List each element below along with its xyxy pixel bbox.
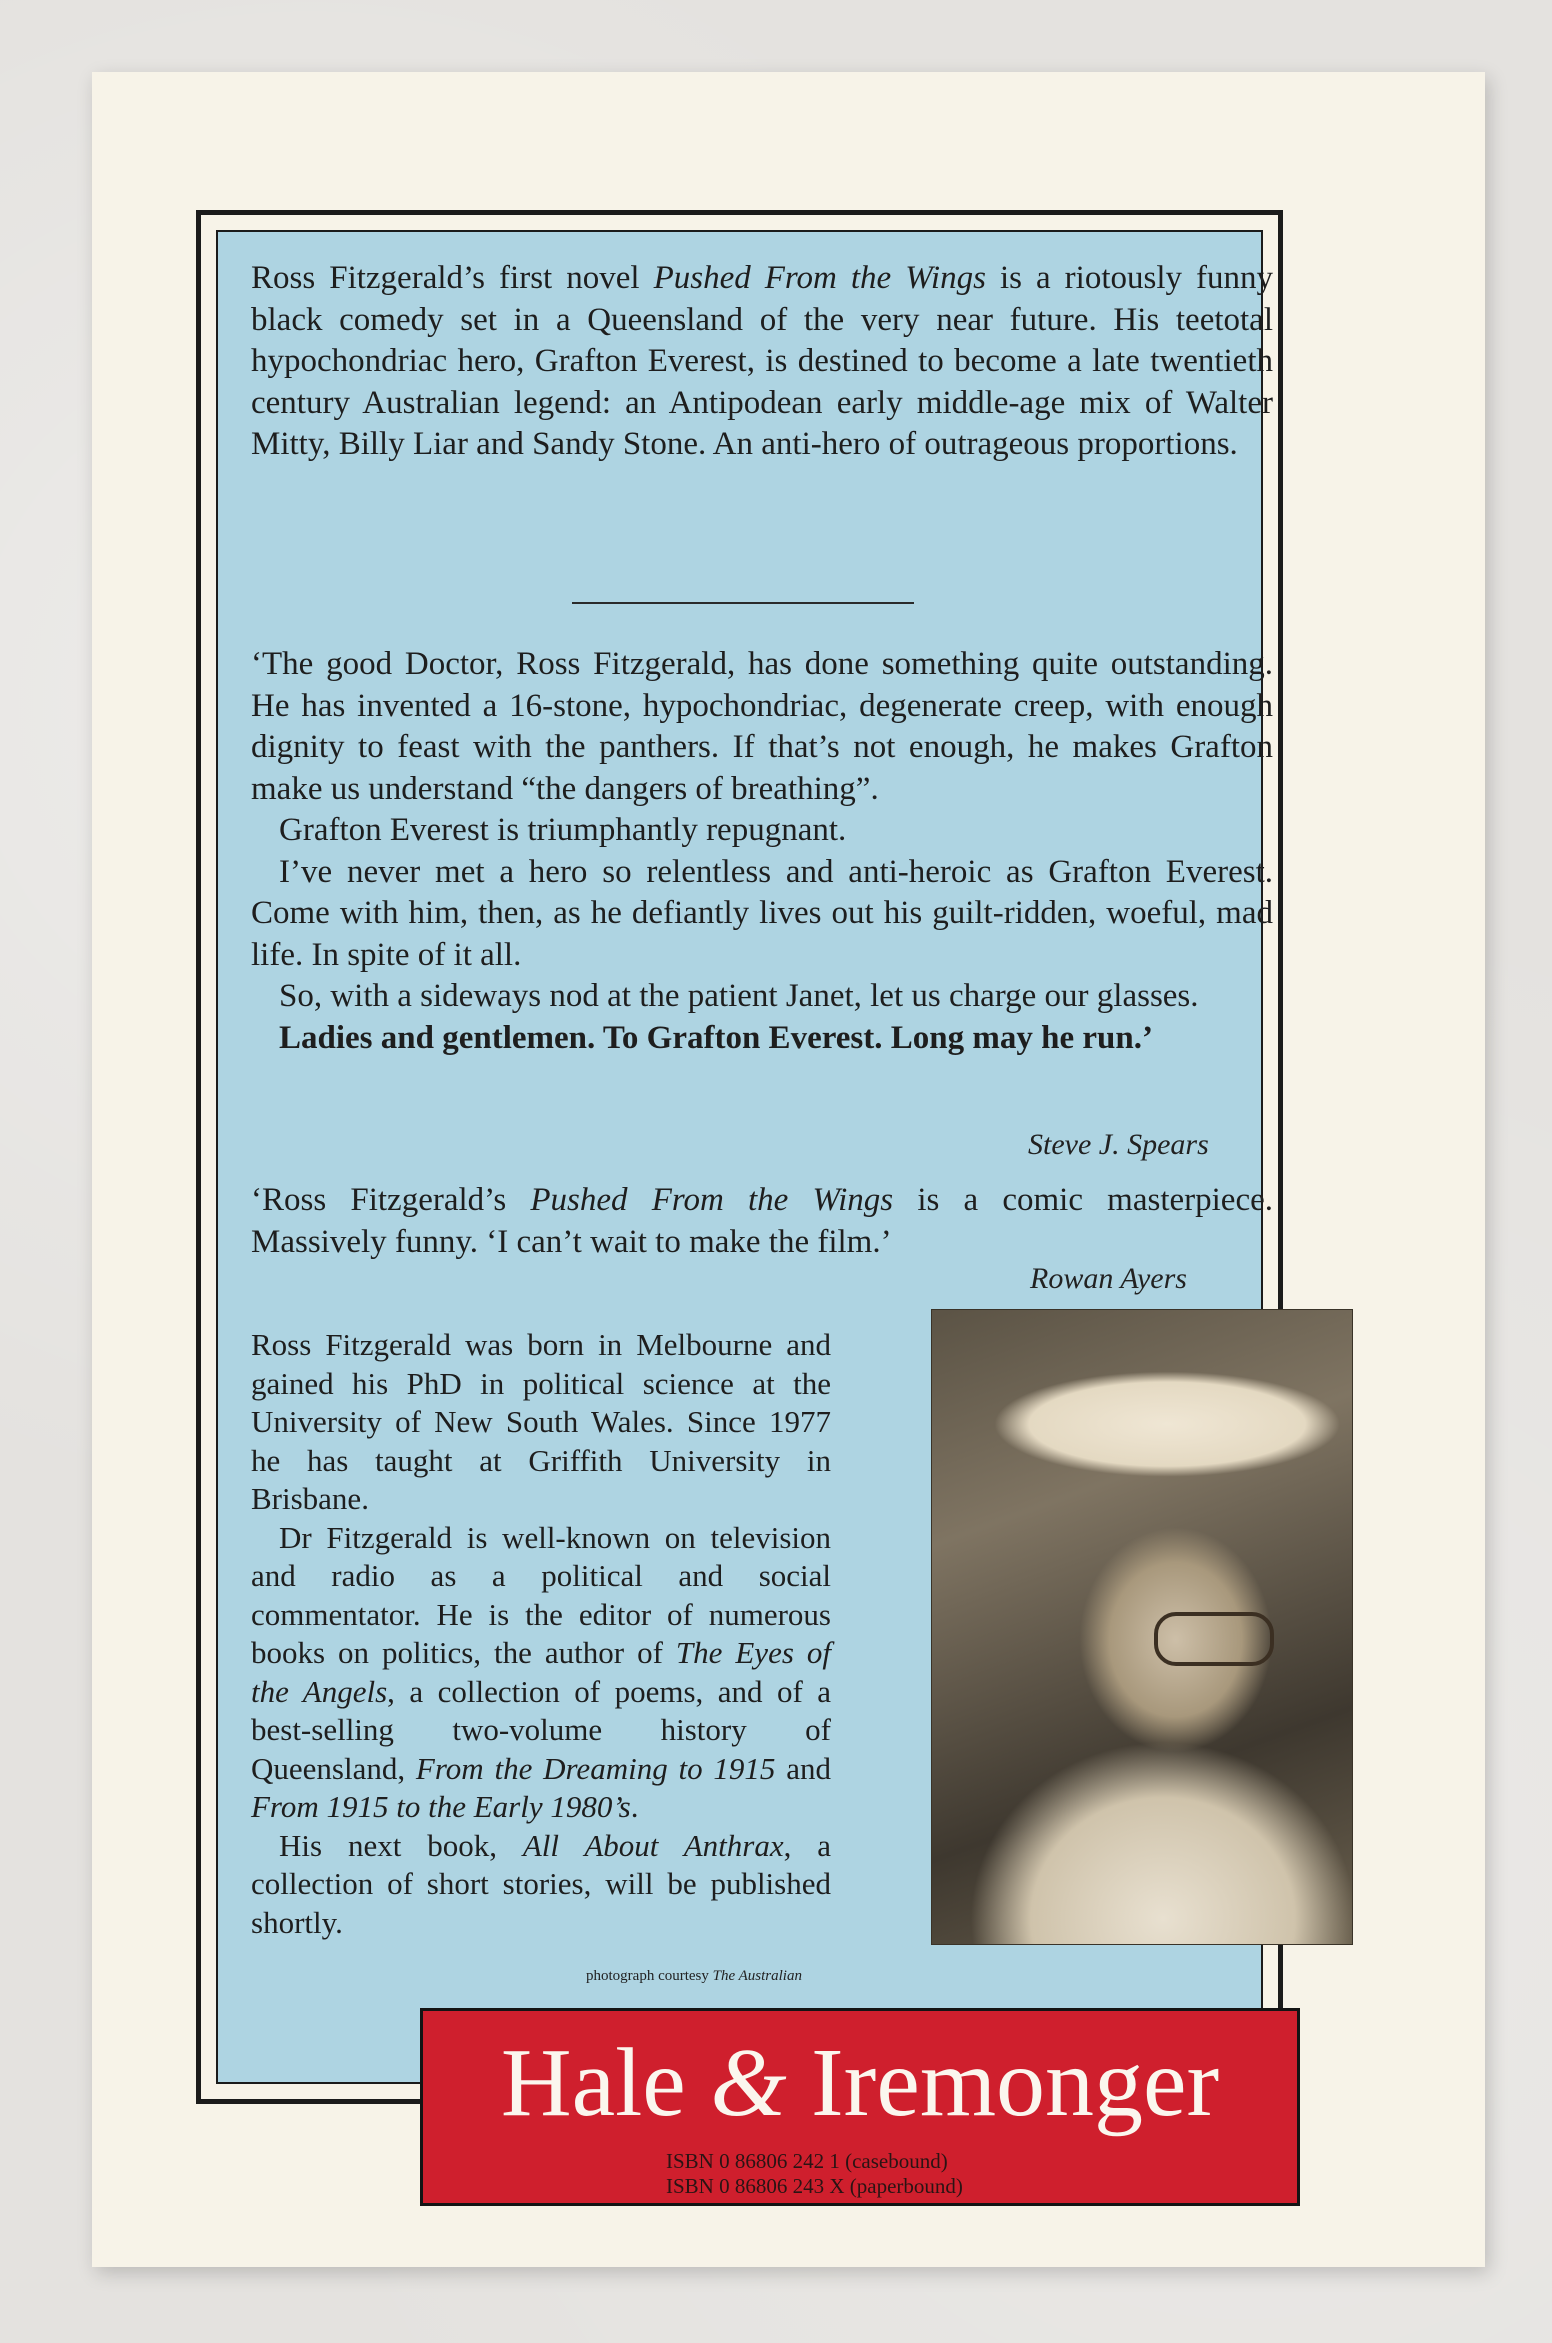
ayers-text-1: ‘Ross Fitzgerald’s: [251, 1182, 531, 1218]
photo-credit: [586, 1968, 802, 1985]
bio-text: and: [775, 1750, 831, 1786]
blue-panel: [216, 230, 1274, 2084]
ayers-book-title: Pushed From the Wings: [530, 1182, 894, 1218]
ayers-text-2: is a comic masterpiece. Massively funny. ‘I can’t wait to make the film.’: [251, 1182, 1273, 1260]
cover-frame: [196, 210, 1283, 2104]
blurb-paragraph: [251, 258, 1273, 466]
publisher-name-right: Iremonger: [786, 2029, 1220, 2137]
bio-text: , a collection of poems, and of a best-selling two-volume history of Queensland,: [251, 1673, 831, 1786]
bio-title-anthrax: All About Anthrax: [522, 1827, 784, 1863]
spears-paragraph-3: I’ve never met a hero so relentless and anti-heroic as Grafton Everest. Come with him, then, as he defiantly lives out his guilt-ridden, woeful, mad life. In spite of it all.: [251, 853, 1273, 973]
bio-text: , a collection of short stories, will be published shortly.: [251, 1827, 832, 1940]
bio-text: Dr Fitzgerald is well-known on television and radio as a political and social commentator. He is the editor of numerous books on politics, the author of: [251, 1519, 831, 1670]
publisher-name-left: Hale: [500, 2029, 711, 2137]
spears-paragraph-2: Grafton Everest is triumphantly repugnant.: [279, 812, 847, 848]
ayers-attribution: Rowan Ayers: [1030, 1262, 1187, 1295]
bio-title-1915: From 1915 to the Early 1980’s: [251, 1789, 631, 1824]
bio-paragraph-1: Ross Fitzgerald was born in Melbourne and gained his PhD in political science at the University of New South Wales. Since 1977 he has taught at Griffith University in Brisbane.: [251, 1327, 831, 1516]
spears-quote: [251, 644, 1273, 1059]
isbn-casebound: ISBN 0 86806 242 1 (casebound): [666, 2149, 948, 2173]
spears-paragraph-5: Ladies and gentlemen. To Grafton Everest. Long may he run.’: [279, 1019, 1153, 1056]
author-photo: [931, 1309, 1353, 1945]
publisher-box: [420, 2008, 1300, 2206]
bio-title-eyes-of-angels: The Eyes of the Angels: [251, 1635, 831, 1709]
glasses-shape: [1154, 1612, 1274, 1666]
spears-attribution: Steve J. Spears: [1028, 1128, 1209, 1161]
bio-paragraph-2: [251, 1519, 831, 1827]
publisher-ampersand: &: [710, 2029, 787, 2137]
isbn-paperbound: ISBN 0 86806 243 X (paperbound): [666, 2174, 963, 2198]
spears-paragraph-4: So, with a sideways nod at the patient Janet, let us charge our glasses.: [279, 978, 1199, 1014]
separator-rule: [572, 602, 914, 604]
blurb-book-title: Pushed From the Wings: [653, 260, 986, 296]
bio-text: His next book,: [279, 1827, 523, 1863]
blurb-text-2: is a riotously funny black comedy set in a Queensland of the very near future. His teetotal hypochondriac hero, Grafton Everest, is destined to become a late twentieth century Australian legend: an Antipodean early middle-age mix of Walter Mitty, Billy Liar and Sandy Stone. An anti-hero of outrageous proportions.: [251, 260, 1274, 462]
bio-title-dreaming: From the Dreaming to 1915: [415, 1750, 776, 1786]
ayers-quote: [251, 1180, 1273, 1263]
bio-paragraph-3: [251, 1827, 831, 1943]
blurb-text-1: Ross Fitzgerald’s first novel: [251, 260, 654, 296]
photo-credit-source: The Australian: [712, 1968, 802, 1984]
publisher-name: [423, 2029, 1297, 2137]
spears-paragraph-1: ‘The good Doctor, Ross Fitzgerald, has done something quite outstanding. He has invented a 16-stone, hypochondriac, degenerate creep, with enough dignity to feast with the panthers. If that’s not enough, he makes Grafton make us understand “the dangers of breathing”.: [251, 646, 1273, 807]
bio-text: .: [630, 1789, 639, 1824]
author-bio: [251, 1326, 831, 1942]
book-back-cover: [92, 72, 1485, 2267]
photo-credit-text: photograph courtesy: [586, 1968, 713, 1984]
